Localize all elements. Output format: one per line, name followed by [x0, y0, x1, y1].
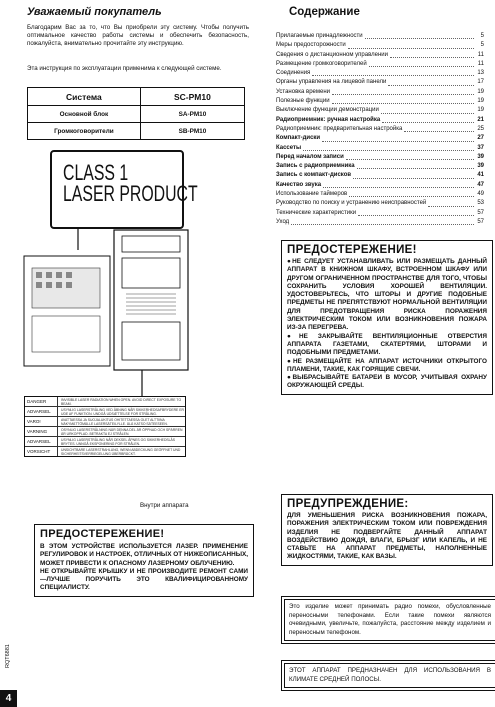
- warning-box-ventilation: [281, 240, 493, 395]
- label-row: [25, 416, 185, 426]
- page-number: 4: [0, 690, 17, 707]
- caution-text-2: НЕ ОТКРЫВАЙТЕ КРЫШКУ И НЕ ПРОИЗВОДИТЕ РЕМОНТ САМИ—ЛУЧШЕ ПОРУЧИТЬ ЭТО КВАЛИФИЦИРОВАННОМУ СПЕЦИАЛИСТУ.: [40, 567, 248, 592]
- toc-entry: [276, 32, 484, 41]
- label-key: ADVARSEL: [25, 437, 58, 446]
- label-row: [25, 406, 185, 416]
- toc-leader: [353, 171, 474, 178]
- toc-entry-title: Запись с компакт-дисков: [276, 172, 352, 179]
- toc-leader: [322, 134, 474, 141]
- toc-entry: [276, 51, 484, 60]
- toc-entry-title: Компакт-диски: [276, 135, 321, 142]
- label-value: USYNLIG LASERSTRÅLING VED ÅBNING NÅR SIKKERHEDSAFBRYDERE ER UDE AF FUNKTION. UNDGÅ UDSÆTTELSE FOR STRÅLING.: [61, 407, 184, 416]
- table-header-system: Система: [28, 88, 141, 106]
- toc-entry: [276, 97, 484, 106]
- toc-entry-page: 57: [477, 209, 484, 216]
- toc-leader: [357, 162, 474, 169]
- system-table: [27, 87, 245, 140]
- device-illustration: [22, 228, 272, 518]
- toc-entry-page: 5: [480, 42, 484, 49]
- toc-entry-title: Перед началом записи: [276, 153, 344, 160]
- toc-entry-title: Радиоприемник: ручная настройка: [276, 116, 381, 123]
- toc-entry: [276, 153, 484, 162]
- toc-entry-page: 37: [477, 144, 484, 151]
- warning-item: ●НЕ РАЗМЕЩАЙТЕ НА АППАРАТ ИСТОЧНИКИ ОТКРЫТОГО ПЛАМЕНИ, ТАКИЕ, КАК ГОРЯЩИЕ СВЕЧИ.: [287, 357, 487, 373]
- toc-leader: [346, 153, 474, 160]
- toc-entry-page: 39: [477, 153, 484, 160]
- toc-entry: [276, 181, 484, 190]
- toc-leader: [428, 199, 474, 206]
- toc-entry-page: 53: [477, 200, 484, 207]
- warning-item: ●НЕ ЗАКРЫВАЙТЕ ВЕНТИЛЯЦИОННЫЕ ОТВЕРСТИЯ АППАРАТА ГАЗЕТАМИ, СКАТЕРТЯМИ, ШТОРАМИ И ПОДОБНЫМИ ПРЕДМЕТАМИ.: [287, 332, 487, 357]
- toc-leader: [388, 78, 474, 85]
- toc-entry-title: Размещение громкоговорителей: [276, 60, 367, 67]
- toc-leader: [390, 51, 474, 58]
- table-cell-main-unit-model: SA-PM10: [140, 106, 244, 123]
- warning-text: ДЛЯ УМЕНЬШЕНИЯ РИСКА ВОЗНИКНОВЕНИЯ ПОЖАРА, ПОРАЖЕНИЯ ЭЛЕКТРИЧЕСКИМ ТОКОМ ИЛИ ПОВРЕЖДЕНИЯ ИЗДЕЛИЯ НЕ ПОДВЕРГАЙТЕ ДАННЫЙ АППАРАТ ВОЗДЕЙСТВИЮ ДОЖДЯ, ВЛАГИ, БРЫЗГ ИЛИ КАПЕЛЬ, И НЕ СТАВЬТЕ НА АППАРАТ ПРЕДМЕТЫ, НАПОЛНЕННЫЕ ЖИДКОСТЯМИ, ТАКИЕ, КАК ВАЗЫ.: [287, 512, 487, 561]
- laser-caution-box: [34, 524, 254, 597]
- label-key: VARO!: [25, 417, 58, 426]
- toc-entry-title: Полезные функции: [276, 98, 330, 105]
- toc-leader: [323, 181, 474, 188]
- laser-product-label: [50, 150, 198, 229]
- page-heading-right: Содержание: [289, 6, 360, 18]
- toc-entry-page: 19: [477, 88, 484, 95]
- label-value: AVATTAESSA JA SUOJALUKITUS OHITETTAESSA OLET ALTTIINA NÄKYMÄTTÖMÄLLE LASERSÄTEILYLLE. ÄLÄ KATSO SÄTEESEEN.: [61, 417, 168, 426]
- note-text: Это изделие может принимать радио помехи, обусловленные переносными телефонами. Если такие помехи являются очевидными, увеличьте, пожалуйста, расстояние между изделием и переносным телефоном.: [284, 599, 495, 641]
- label-row: [25, 436, 185, 446]
- toc-entry-title: Органы управления на лицевой панели: [276, 79, 387, 86]
- toc-entry: [276, 60, 484, 69]
- toc-entry-title: Запись с радиоприемника: [276, 163, 355, 170]
- laser-class-line: CLASS 1: [63, 160, 129, 185]
- page-heading-left: Уважаемый покупатель: [27, 6, 162, 18]
- label-key: VORSICHT: [25, 447, 58, 456]
- toc-leader: [349, 190, 474, 197]
- toc-leader: [348, 41, 474, 48]
- toc-entry-page: 27: [477, 135, 484, 142]
- toc-entry: [276, 69, 484, 78]
- toc-entry-title: Меры предосторожности: [276, 42, 346, 49]
- toc-entry: [276, 190, 484, 199]
- toc-leader: [365, 32, 474, 39]
- toc-entry-title: Кассеты: [276, 144, 302, 151]
- warning-box-moisture: [281, 494, 493, 566]
- caution-text: В ЭТОМ УСТРОЙСТВЕ ИСПОЛЬЗУЕТСЯ ЛАЗЕР. ПРИМЕНЕНИЕ РЕГУЛИРОВОК И НАСТРОЕК, ОТЛИЧНЫХ ОТ НИЖЕОПИСАННЫХ, МОЖЕТ ПРИВЕСТИ К ОПАСНОМУ ЛАЗЕРНОМУ ОБЛУЧЕНИЮ.: [40, 543, 248, 567]
- toc-leader: [303, 144, 474, 151]
- label-row: [25, 426, 185, 436]
- toc-entry-page: 57: [477, 218, 484, 225]
- document-code: RQT6881: [5, 644, 11, 668]
- label-key: VARNING: [25, 427, 58, 436]
- toc-entry-title: Радиоприемник: предварительная настройка: [276, 125, 403, 132]
- label-value: INVISIBLE LASER RADIATION WHEN OPEN. AVOID DIRECT EXPOSURE TO BEAM.: [61, 397, 182, 406]
- caution-title: ПРЕДОСТЕРЕЖЕНИЕ!: [40, 528, 165, 540]
- table-of-contents: [276, 32, 484, 227]
- toc-entry: [276, 162, 484, 171]
- toc-entry-title: Руководство по поиску и устранению неисправностей: [276, 200, 427, 207]
- label-value: USYNLIG LASERSTRÅLING NÅR DEKSEL ÅPNES OG SIKKERHEDSLÅS BRYTES. UNNGÅ EKSPONERING FOR STRÅLEN.: [61, 437, 176, 446]
- toc-entry-page: 47: [477, 181, 484, 188]
- toc-entry: [276, 171, 484, 180]
- label-row: [25, 446, 185, 456]
- toc-entry: [276, 125, 484, 134]
- note-box-climate: [281, 660, 495, 691]
- toc-entry-page: 19: [477, 107, 484, 114]
- toc-entry-page: 13: [477, 70, 484, 77]
- warning-title: ПРЕДУПРЕЖДЕНИЕ:: [287, 498, 409, 510]
- toc-entry-page: 25: [477, 125, 484, 132]
- laser-warning-labels: [24, 396, 186, 457]
- table-cell-speakers-model: SB-PM10: [140, 123, 244, 140]
- toc-leader: [382, 116, 474, 123]
- toc-leader: [381, 106, 474, 113]
- intro-paragraph: Благодарим Вас за то, что Вы приобрели эту систему. Чтобы получить оптимальное качество работы системы и обеспечить безопасность, пожалуйста, внимательно прочитайте эту инструкцию.: [27, 24, 249, 48]
- toc-leader: [312, 69, 474, 76]
- toc-entry-page: 21: [477, 116, 484, 123]
- toc-leader: [369, 60, 474, 67]
- toc-leader: [332, 88, 474, 95]
- toc-entry-page: 11: [477, 51, 484, 58]
- toc-entry: [276, 199, 484, 208]
- note-text: ЭТОТ АППАРАТ ПРЕДНАЗНАЧЕН ДЛЯ ИСПОЛЬЗОВАНИЯ В КЛИМАТЕ СРЕДНЕЙ ПОЛОСЫ.: [284, 663, 495, 688]
- toc-leader: [404, 125, 474, 132]
- label-row: [25, 397, 185, 406]
- toc-leader: [291, 218, 474, 225]
- toc-entry-title: Соединения: [276, 70, 311, 77]
- laser-product-line: LASER PRODUCT: [63, 181, 198, 206]
- toc-entry: [276, 209, 484, 218]
- label-value: UNSICHTBARE LASERSTRAHLUNG, WENN ABDECKUNG GEÖFFNET UND SICHERHEITSVERRIEGELUNG ÜBERBRÜCKT.: [61, 447, 181, 456]
- toc-entry-title: Использование таймеров: [276, 191, 348, 198]
- toc-entry-title: Выключение функции демонстрации: [276, 107, 379, 114]
- warning-item: ●НЕ СЛЕДУЕТ УСТАНАВЛИВАТЬ ИЛИ РАЗМЕЩАТЬ ДАННЫЙ АППАРАТ В КНИЖНОМ ШКАФУ, ВСТРОЕННОМ ШКАФУ ИЛИ ДРУГОМ ОГРАНИЧЕННОМ ПРОСТРАНСТВЕ ДЛЯ ТОГО, ЧТОБЫ СОХРАНИТЬ УСЛОВИЯ ХОРОШЕЙ ВЕНТИЛЯЦИИ. УДОСТОВЕРЬТЕСЬ, ЧТО ШТОРЫ И ДРУГИЕ ПОДОБНЫЕ ПРЕДМЕТЫ НЕ ПРЕПЯТСТВУЮТ НОРМАЛЬНОЙ ВЕНТИЛЯЦИИ ДЛЯ ПРЕДОТВРАЩЕНИЯ РИСКА ПОРАЖЕНИЯ ЭЛЕКТРИЧЕСКИМ ТОКОМ ИЛИ ВОЗНИКНОВЕНИЯ ПОЖАРА ИЗ-ЗА ПЕРЕГРЕВА.: [287, 258, 487, 332]
- toc-entry-page: 41: [477, 172, 484, 179]
- toc-entry: [276, 218, 484, 227]
- table-header-model: SC-PM10: [140, 88, 244, 106]
- toc-entry-title: Качество звука: [276, 181, 322, 188]
- toc-leader: [332, 97, 474, 104]
- table-cell-speakers: Громкоговорители: [28, 123, 141, 140]
- toc-entry-title: Установка времени: [276, 88, 331, 95]
- toc-entry: [276, 106, 484, 115]
- intro-applicability: Эта инструкция по эксплуатации применима к следующей системе.: [27, 65, 222, 72]
- toc-leader: [358, 209, 474, 216]
- inside-caption: Внутри аппарата: [140, 502, 189, 509]
- toc-entry: [276, 144, 484, 153]
- toc-entry-title: Сведения о дистанционном управлении: [276, 51, 388, 58]
- toc-entry-title: Технические характеристики: [276, 209, 357, 216]
- toc-entry-page: 17: [477, 79, 484, 86]
- label-key: DANGER: [25, 397, 58, 406]
- toc-entry-page: 49: [477, 191, 484, 198]
- toc-entry-title: Прилагаемые принадлежности: [276, 33, 363, 39]
- toc-entry-page: 19: [477, 98, 484, 105]
- toc-entry: [276, 88, 484, 97]
- toc-entry: [276, 134, 484, 143]
- toc-entry-page: 39: [477, 163, 484, 170]
- toc-entry: [276, 41, 484, 50]
- warning-title: ПРЕДОСТЕРЕЖЕНИЕ!: [287, 244, 417, 256]
- note-box-radio-interference: [281, 596, 495, 644]
- table-cell-main-unit: Основной блок: [28, 106, 141, 123]
- warning-item: ●ВЫБРАСЫВАЙТЕ БАТАРЕИ В МУСОР, УЧИТЫВАЯ ОХРАНУ ОКРУЖАЮЩЕЙ СРЕДЫ.: [287, 374, 487, 390]
- label-value: OSYNLIG LASERSTRÅLNING NÄR DENNA DEL ÄR ÖPPNAD OCH SPÄRREN ÄR URKOPPLAD. BETRAKTA EJ STRÅLEN.: [61, 427, 183, 436]
- toc-entry-page: 11: [477, 60, 484, 67]
- label-key: ADVARSEL: [25, 407, 58, 416]
- toc-entry: [276, 116, 484, 125]
- toc-entry-page: 5: [480, 33, 484, 39]
- toc-entry-title: Уход: [276, 218, 290, 225]
- toc-entry: [276, 78, 484, 87]
